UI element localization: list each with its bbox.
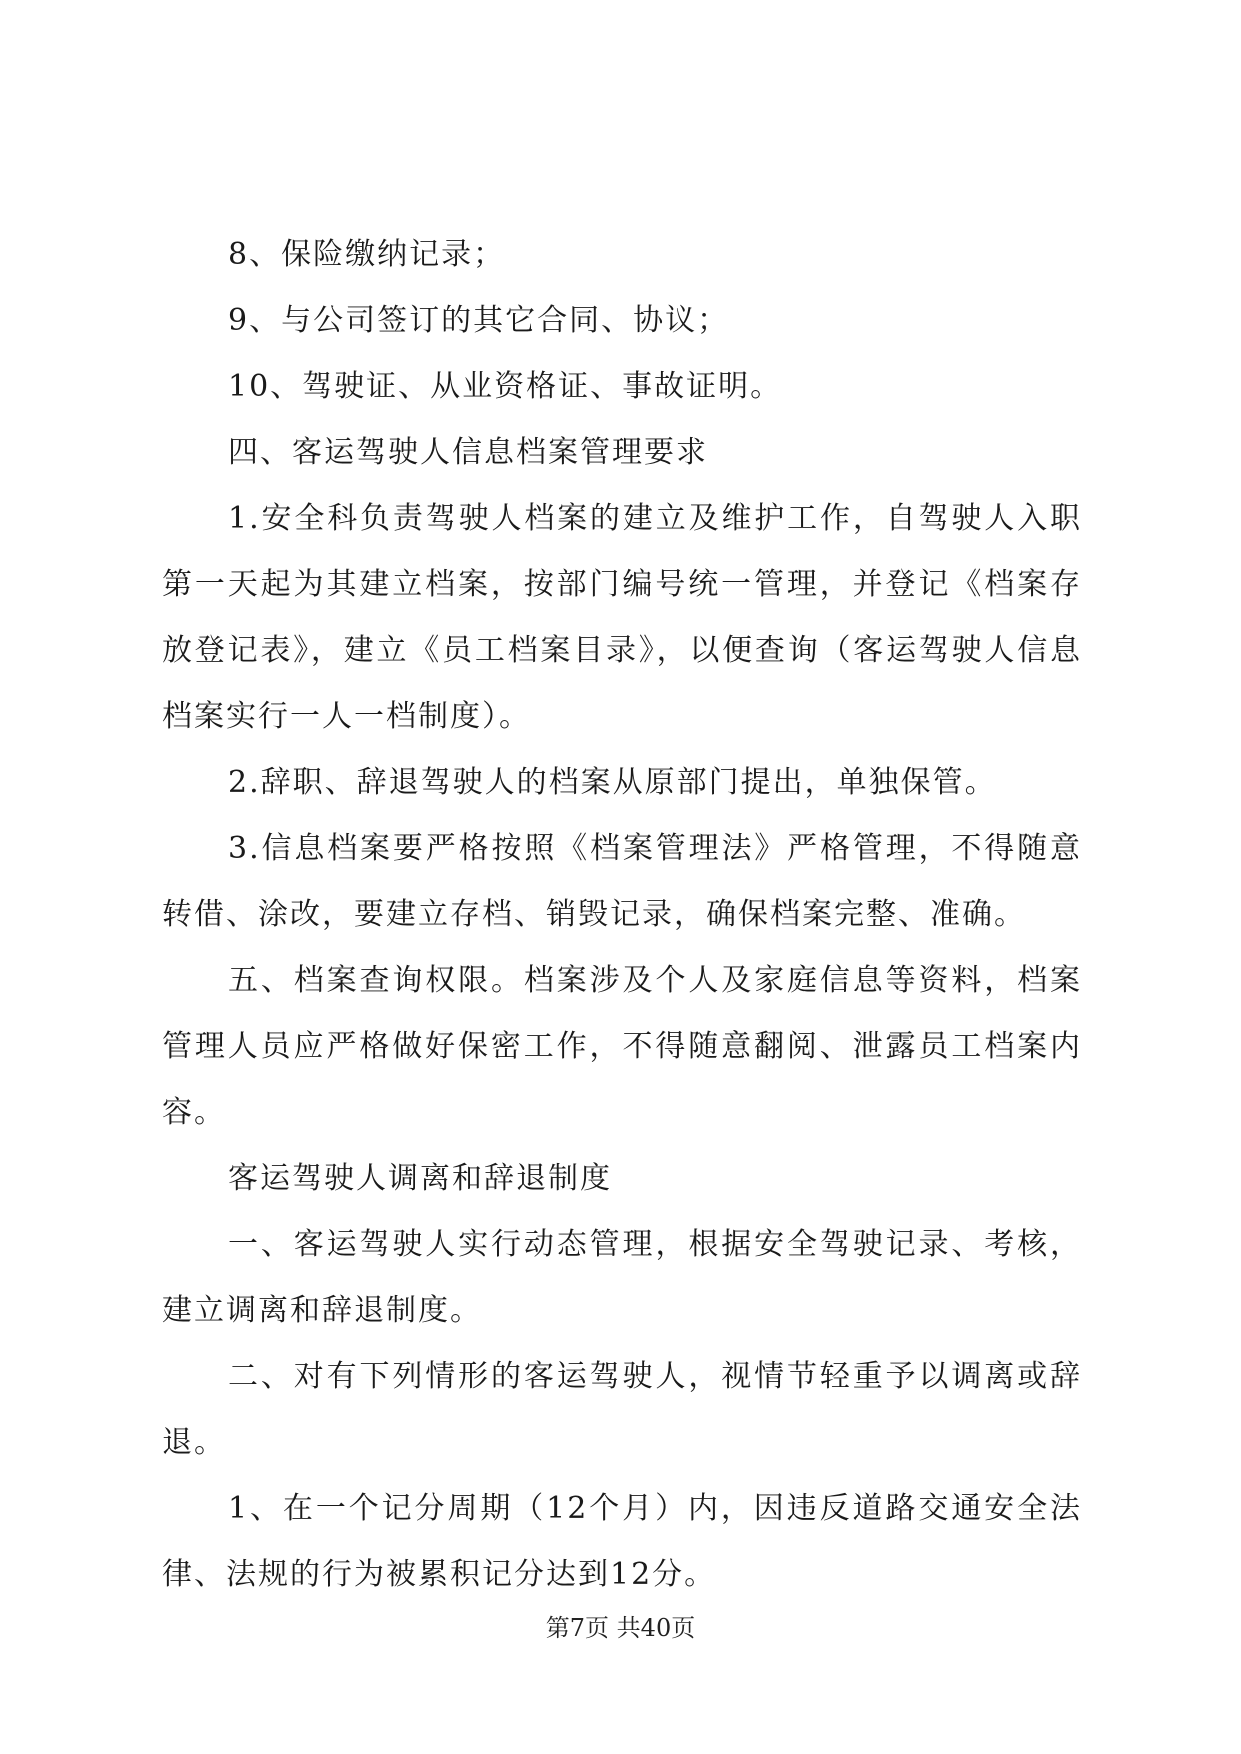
paragraph-query-permission: 五、档案查询权限。档案涉及个人及家庭信息等资料，档案管理人员应严格做好保密工作，不得随意翻阅、泄露员工档案内容。 xyxy=(162,963,1082,1130)
paragraph-dismissal-conditions: 二、对有下列情形的客运驾驶人，视情节轻重予以调离或辞退。 xyxy=(162,1359,1082,1460)
paragraph-archive-establishment: 1.安全科负责驾驶人档案的建立及维护工作，自驾驶人入职第一天起为其建立档案，按部门编号统一管理，并登记《档案存放登记表》，建立《员工档案目录》，以便查询（客运驾驶人信息档案实行一人一档制度）。 xyxy=(162,501,1082,734)
section-title-transfer-dismissal: 客运驾驶人调离和辞退制度 xyxy=(228,1161,612,1196)
section-heading-archive-requirements: 四、客运驾驶人信息档案管理要求 xyxy=(228,435,708,470)
list-item-other-contracts: 9、与公司签订的其它合同、协议； xyxy=(228,303,730,338)
list-item-licenses: 10、驾驶证、从业资格证、事故证明。 xyxy=(228,369,783,404)
page-number: 第7页 共40页 xyxy=(545,1614,696,1642)
paragraph-archive-law: 3.信息档案要严格按照《档案管理法》严格管理，不得随意转借、涂改，要建立存档、销毁记录，确保档案完整、准确。 xyxy=(162,831,1082,932)
list-item-insurance-record: 8、保险缴纳记录； xyxy=(228,237,506,272)
document-body xyxy=(162,222,1082,1608)
paragraph-dynamic-management: 一、客运驾驶人实行动态管理，根据安全驾驶记录、考核，建立调离和辞退制度。 xyxy=(162,1227,1082,1328)
list-item-point-accumulation: 1、在一个记分周期（12个月）内，因违反道路交通安全法律、法规的行为被累积记分达到12分。 xyxy=(162,1491,1082,1592)
paragraph-resigned-archives: 2.辞职、辞退驾驶人的档案从原部门提出，单独保管。 xyxy=(228,765,997,800)
